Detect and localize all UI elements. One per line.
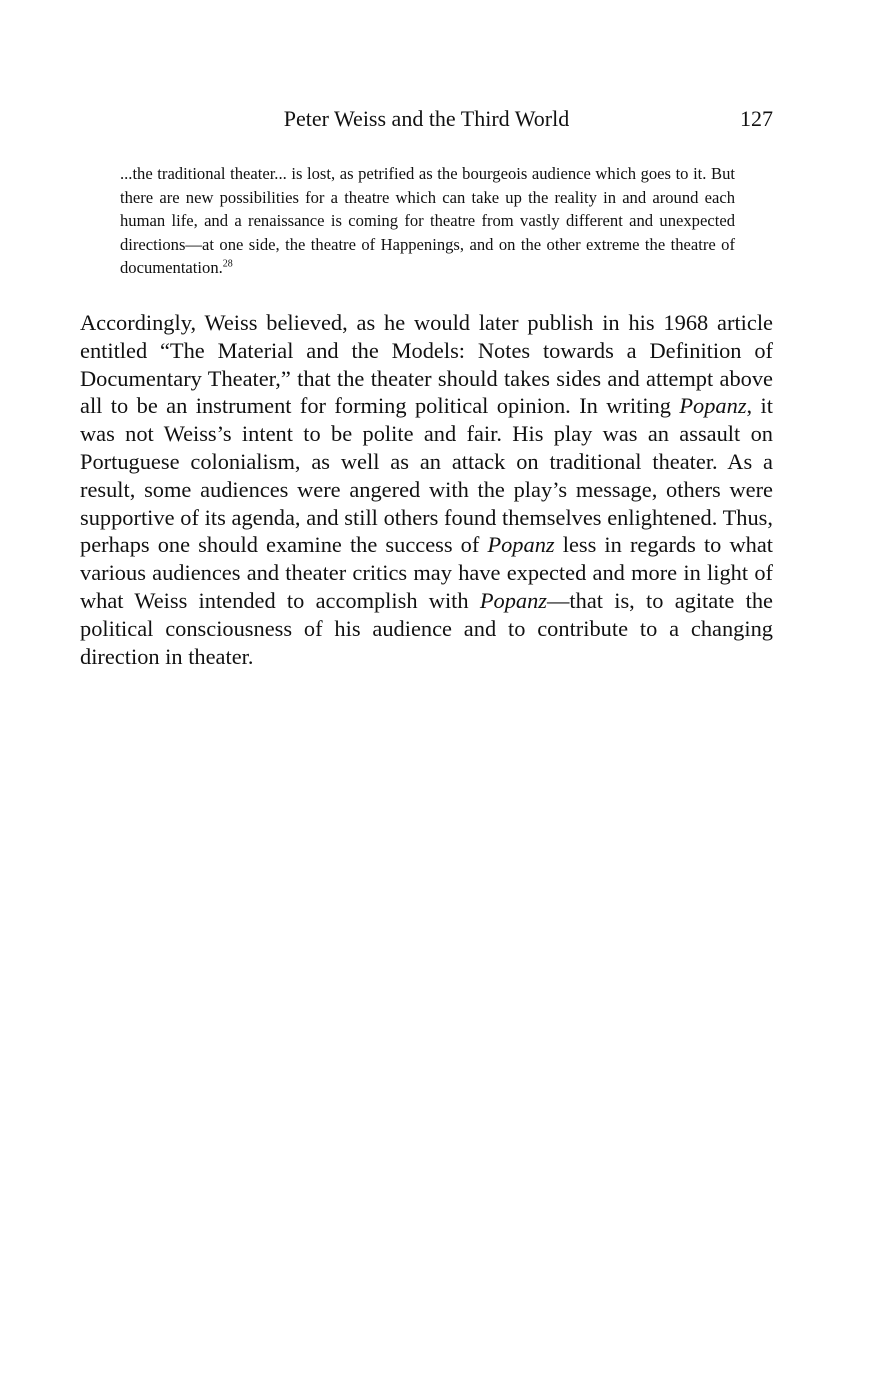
- running-title: Peter Weiss and the Third World: [283, 106, 570, 131]
- paragraph-text-4: —that is, to agitate the political consciousness of his audience and to contribute to a changing direction in theater.: [80, 587, 773, 669]
- footnote-reference: 28: [222, 258, 233, 270]
- paragraph-text-2: , it was not Weiss’s intent to be polite and fair. His play was an assault on Portuguese colonialism, as well as an attack on traditional theater. As a result, some audiences were angered with the play’s message, others were supportive of its agenda, and still others found themselves enlightened. Thus, perhaps one should examine the success of: [80, 393, 774, 558]
- title-italic-popanz-1: Popanz: [679, 393, 747, 419]
- body-paragraph: [80, 309, 773, 670]
- page-number: 127: [740, 106, 773, 131]
- title-italic-popanz-3: Popanz: [479, 587, 548, 613]
- block-quote: [120, 162, 735, 280]
- title-italic-popanz-2: Popanz: [487, 532, 555, 558]
- paragraph-text-3: less in regards to what various audiences and theater critics may have expected and more in light of what Weiss intended to accomplish with: [80, 532, 774, 613]
- block-quote-text: ...the traditional theater... is lost, as petrified as the bourgeois audience which goes to it. But there are new possibilities for a theatre which can take up the reality in and around each human life, and a renaissance is coming for theatre from vastly different and unexpected directions—at one side, the theatre of Happenings, and on the other extreme the theatre of documentation.: [120, 164, 735, 278]
- paragraph-text-1: Accordingly, Weiss believed, as he would later publish in his 1968 article entitled “The Material and the Models: Notes towards a Definition of Documentary Theater,” that the theater should takes sides and attempt above all to be an instrument for forming political opinion. In writing: [80, 310, 773, 419]
- running-head: [80, 104, 773, 134]
